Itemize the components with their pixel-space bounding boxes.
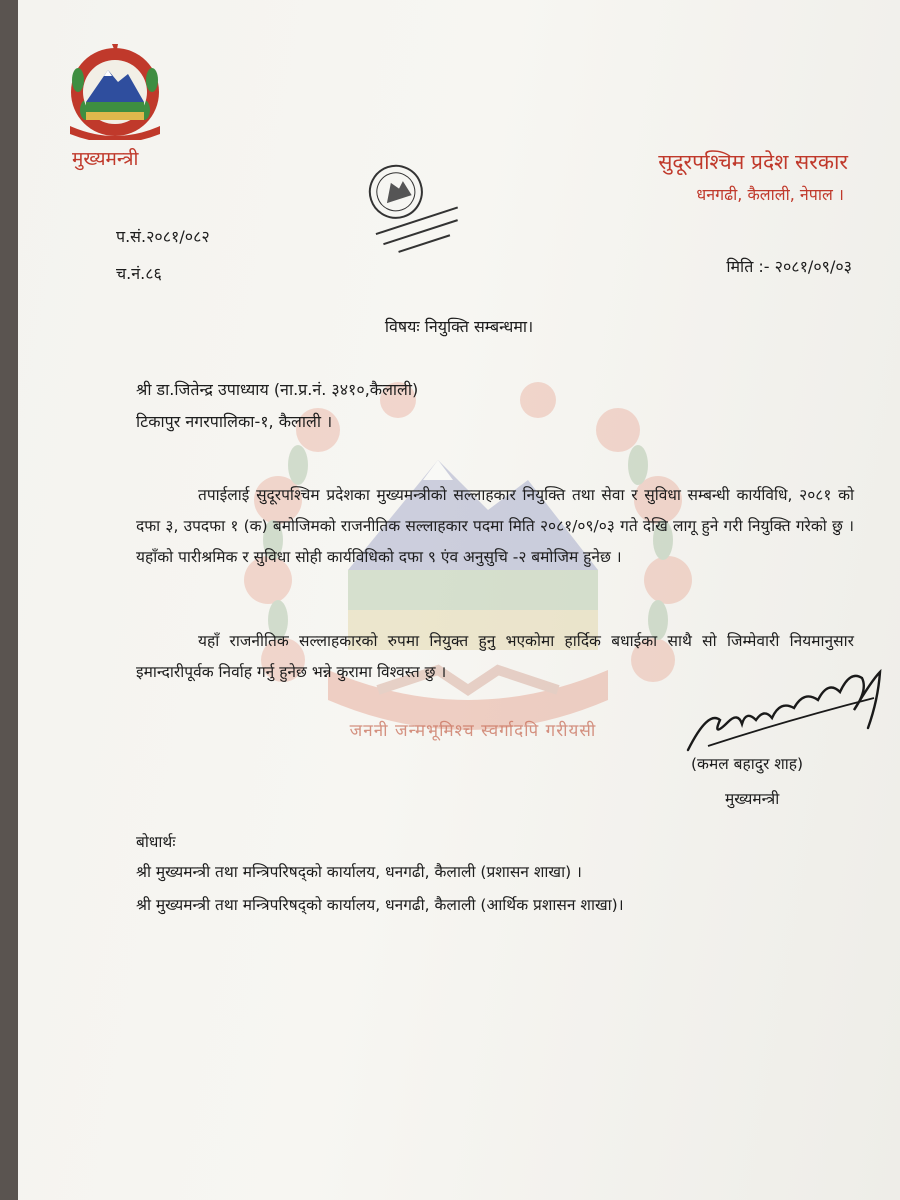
signatory-name: (कमल बहादुर शाह) — [691, 755, 804, 773]
signature-icon — [668, 650, 888, 760]
letter-subject: विषयः नियुक्ति सम्बन्धमा। — [384, 317, 534, 336]
cc-line: श्री मुख्यमन्त्री तथा मन्त्रिपरिषद्को कार्यालय, धनगढी, कैलाली (आर्थिक प्रशासन शाखा)। — [136, 896, 624, 914]
office-seal-icon — [350, 148, 470, 258]
recipient-name: श्री डा.जितेन्द्र उपाध्याय (ना.प्र.नं. ३४१०,कैलाली) — [136, 380, 419, 399]
office-title: मुख्यमन्त्री — [72, 148, 139, 170]
government-address: धनगढी, कैलाली, नेपाल । — [696, 185, 844, 204]
signatory-title: मुख्यमन्त्री — [725, 790, 780, 808]
emblem-motto: जननी जन्मभूमिश्च स्वर्गादपि गरीयसी — [349, 721, 597, 741]
recipient-address: टिकापुर नगरपालिका-१, कैलाली । — [136, 412, 333, 431]
cc-line: श्री मुख्यमन्त्री तथा मन्त्रिपरिषद्को कार्यालय, धनगढी, कैलाली (प्रशासन शाखा) । — [136, 863, 582, 881]
body-paragraph-2: यहाँ राजनीतिक सल्लाहकारको रुपमा नियुक्त हुनु भएकोमा हार्दिक बधाईका साथै सो जिम्मेवारी नियमानुसार इमान्दारीपूर्वक निर्वाह गर्नु हुनेछ भन्ने कुरामा विश्वस्त छु । — [136, 632, 854, 681]
letter-date: मिति :- २०८१/०९/०३ — [726, 257, 852, 276]
government-name: सुदूरपश्चिम प्रदेश सरकार — [658, 150, 848, 174]
reference-number: प.सं.२०८१/०८२ — [116, 227, 210, 246]
letter-page — [18, 0, 900, 1200]
dispatch-number: च.नं.८६ — [116, 264, 162, 283]
body-paragraph-1: तपाईलाई सुदूरपश्चिम प्रदेशका मुख्यमन्त्रीको सल्लाहकार नियुक्ति तथा सेवा र सुविधा सम्बन्धी कार्यविधि, २०८१ को दफा ३, उपदफा १ (क) बमोजिमको राजनीतिक सल्लाहकार पदमा मिति २०८१/०९/०३ गते देखि लागू हुने गरी नियुक्ति गरेको छु । यहाँको पारीश्रमिक र सुविधा सोही कार्यविधिको दफा ९ एंव अनुसुचि -२ बमोजिम हुनेछ । — [136, 486, 854, 566]
cc-heading: बोधार्थः — [136, 833, 176, 851]
nepal-emblem-icon — [56, 40, 174, 140]
